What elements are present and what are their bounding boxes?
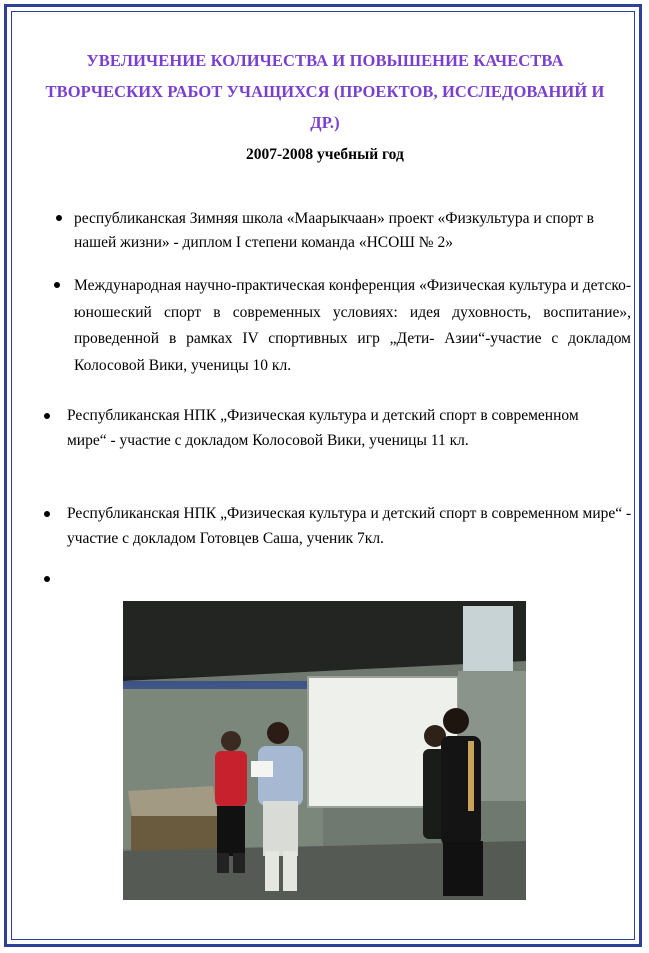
bullet-dot-4 [44,511,50,517]
bullet-dot-2 [54,282,60,288]
bullet-dot-3 [44,413,50,419]
list-item-4: Республиканская НПК „Физическая культура и детский спорт в современном мире“ - участие с докладом Готовцев Саша, ученик 7кл. [67,505,632,547]
list-item-3: Республиканская НПК „Физическая культура и детский спорт в современном мире“ - участие с докладом Колосовой Вики, ученицы 11 кл. [67,407,579,449]
photo-illustration [123,601,526,900]
list-item-1: республиканская Зимняя школа «Маарыкчаан» проект «Физкультура и спорт в нашей жизни» - диплом I степени команда «НСОШ № 2» [74,210,594,251]
bullet-dot-1 [56,215,62,221]
school-year: 2007-2008 учебный год [246,146,404,163]
event-photo [123,601,526,900]
bullet-dot-empty [44,576,50,582]
list-item-2: Международная научно-практическая конференция «Физическая культура и детско-юношеский спорт в современных условиях: идея духовность, воспитание», проведенной в рамках IV спортивных игр „Дети- Азии“-участие с докладом Колосовой Вики, ученицы 10 кл. [74,277,631,374]
document-title: УВЕЛИЧЕНИЕ КОЛИЧЕСТВА И ПОВЫШЕНИЕ КАЧЕСТВА ТВОРЧЕСКИХ РАБОТ УЧАЩИХСЯ (ПРОЕКТОВ, ИССЛЕДОВАНИЙ И ДР.) [45,51,605,132]
